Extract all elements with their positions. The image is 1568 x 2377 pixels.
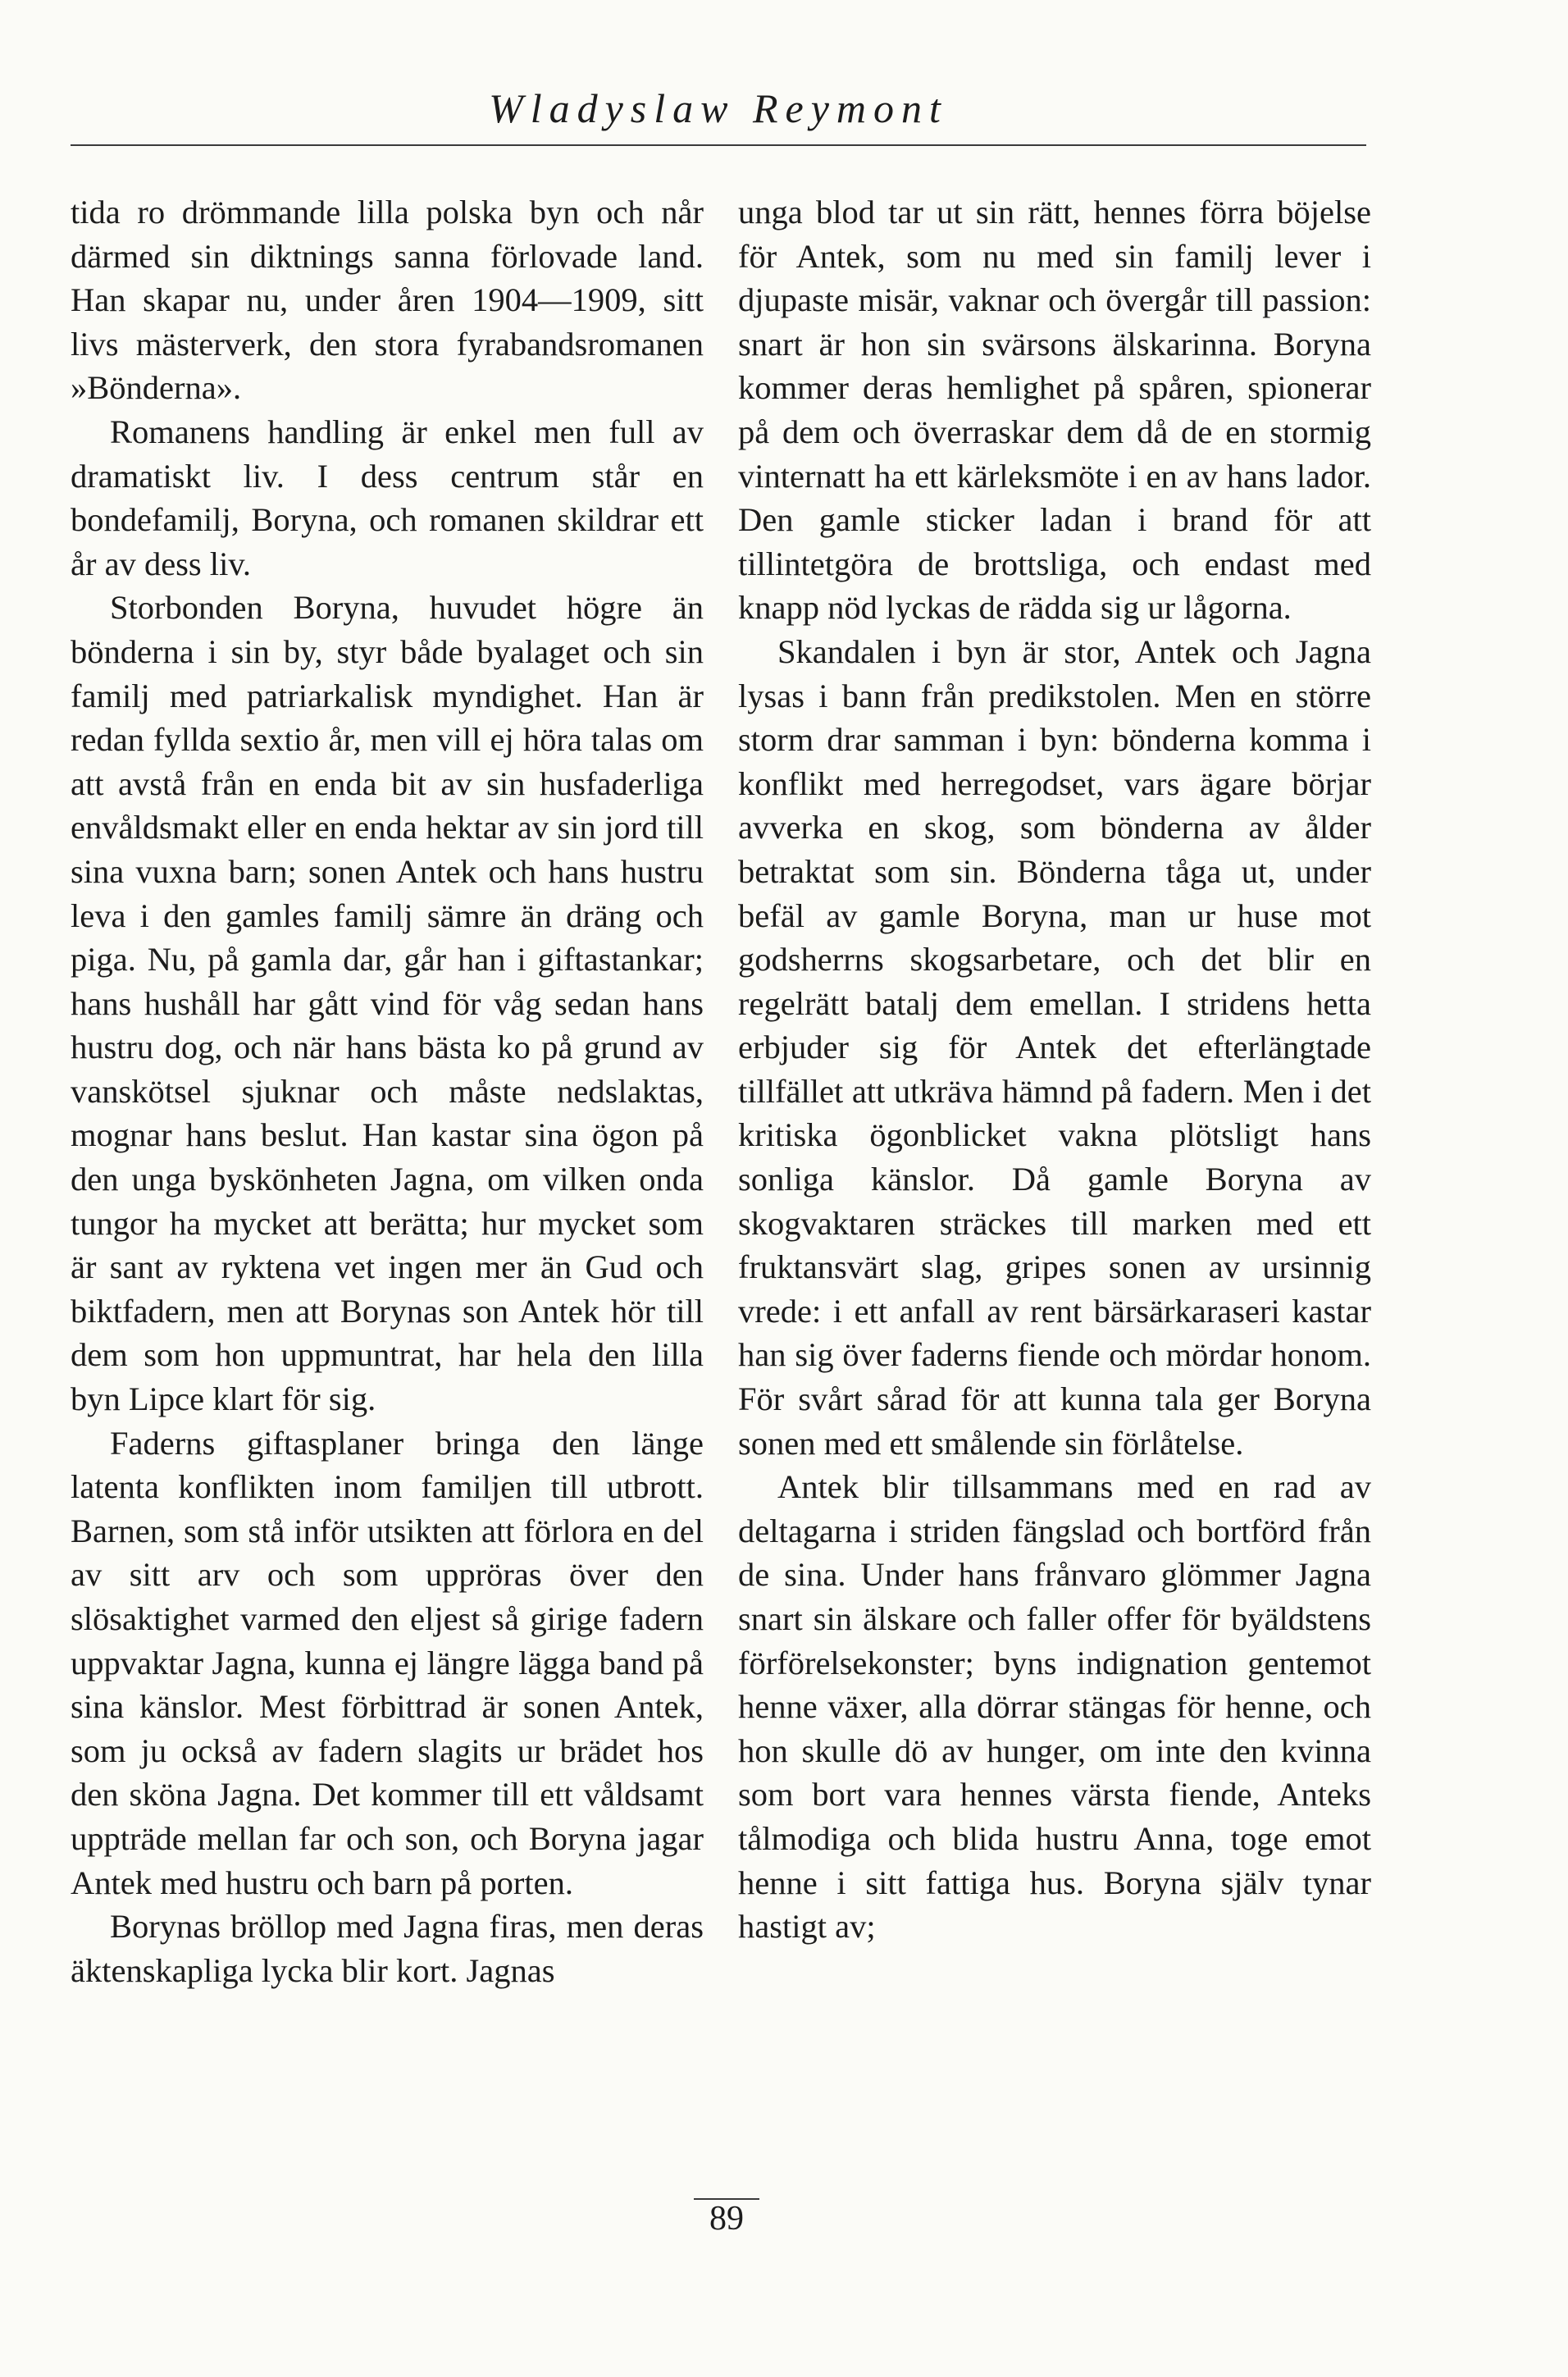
paragraph: unga blod tar ut sin rätt, hennes förra böjelse för Antek, som nu med sin familj lever i djupaste misär, vaknar och övergår till passion: snart är hon sin svärsons älskarinna. Boryna kommer deras hemlighet på spåren, spionerar på dem och överraskar dem då de en stormig vinternatt ha ett kärleksmöte i en av hans lador. Den gamle sticker ladan i brand för att tillintetgöra de brottsliga, och endast med knapp nöd lyckas de rädda sig ur lågorna. <box>738 194 1371 627</box>
left-column <box>71 190 704 1992</box>
running-title: Wladyslaw Reymont <box>489 85 948 131</box>
paragraph: Antek blir tillsammans med en rad av deltagarna i striden fängslad och bortförd från de sina. Under hans frånvaro glömmer Jagna snart sin älskare och faller offer för byäldstens förförelsekonster; byns indignation gentemot henne växer, alla dörrar stängas för henne, och hon skulle dö av hunger, om inte den kvinna som bort vara hennes värsta fiende, Anteks tålmodiga och blida hustru Anna, toge emot henne i sitt fattiga hus. Boryna själv tynar hastigt av; <box>738 1468 1371 1946</box>
paragraph: Skandalen i byn är stor, Antek och Jagna lysas i bann från predikstolen. Men en större storm drar samman i byn: bönderna komma i konflikt med herregodset, vars ägare börjar avverka en skog, som bönderna av ålder betraktat som sin. Bönderna tåga ut, under befäl av gamle Boryna, man ur huse mot godsherrns skogsarbetare, och det blir en regelrätt batalj dem emellan. I stridens hetta erbjuder sig för Antek det efterlängtade tillfället att utkräva hämnd på fadern. Men i det kritiska ögonblicket vakna plötsligt hans sonliga känslor. Då gamle Boryna av skogvaktaren sträckes till marken med ett fruktansvärt slag, gripes sonen av ursinnig vrede: i ett anfall av rent bärsärkaraseri kastar han sig över faderns fiende och mördar honom. För svårt sårad för att kunna tala ger Boryna sonen med ett smålende sin förlåtelse. <box>738 632 1371 1462</box>
right-column <box>738 190 1371 1949</box>
paragraph: Romanens handling är enkel men full av dramatiskt liv. I dess centrum står en bondefamilj, Boryna, och romanen skildrar ett år av dess liv. <box>71 413 704 582</box>
page-number: 89 <box>709 2200 744 2238</box>
header-rule <box>71 144 1366 146</box>
paragraph: tida ro drömmande lilla polska byn och når därmed sin diktnings sanna förlovade land. Han skapar nu, under åren 1904—1909, sitt livs mästerverk, den stora fyrabandsromanen »Bönderna». <box>71 194 704 407</box>
paragraph: Borynas bröllop med Jagna firas, men deras äktenskapliga lycka blir kort. Jagnas <box>71 1908 704 1989</box>
paragraph: Storbonden Boryna, huvudet högre än bönderna i sin by, styr både byalaget och sin familj med patriarkalisk myndighet. Han är redan fyllda sextio år, men vill ej höra talas om att avstå från en enda bit av sin husfaderliga envåldsmakt eller en enda hektar av sin jord till sina vuxna barn; sonen Antek och hans hustru leva i den gamles familj sämre än dräng och piga. Nu, på gamla dar, går han i giftastankar; hans hushåll har gått vind för våg sedan hans hustru dog, och när hans bästa ko på grund av vanskötsel sjuknar och måste nedslaktas, mognar hans beslut. Han kastar sina ögon på den unga byskönheten Jagna, om vilken onda tungor ha mycket att berätta; hur mycket som är sant av ryktena vet ingen mer än Gud och biktfadern, men att Borynas son Antek hör till dem som hon uppmuntrat, har hela den lilla byn Lipce klart för sig. <box>71 589 704 1418</box>
paragraph: Faderns giftasplaner bringa den länge latenta konflikten inom familjen till utbrott. Barnen, som stå inför utsikten att förlora en del av sitt arv och som uppröras över den slösaktighet varmed den eljest så girige fadern uppvaktar Jagna, kunna ej längre lägga band på sina känslor. Mest förbittrad är sonen Antek, som ju också av fadern slagits ur brädet hos den sköna Jagna. Det kommer till ett våldsamt uppträde mellan far och son, och Boryna jagar Antek med hustru och barn på porten. <box>71 1424 704 1901</box>
